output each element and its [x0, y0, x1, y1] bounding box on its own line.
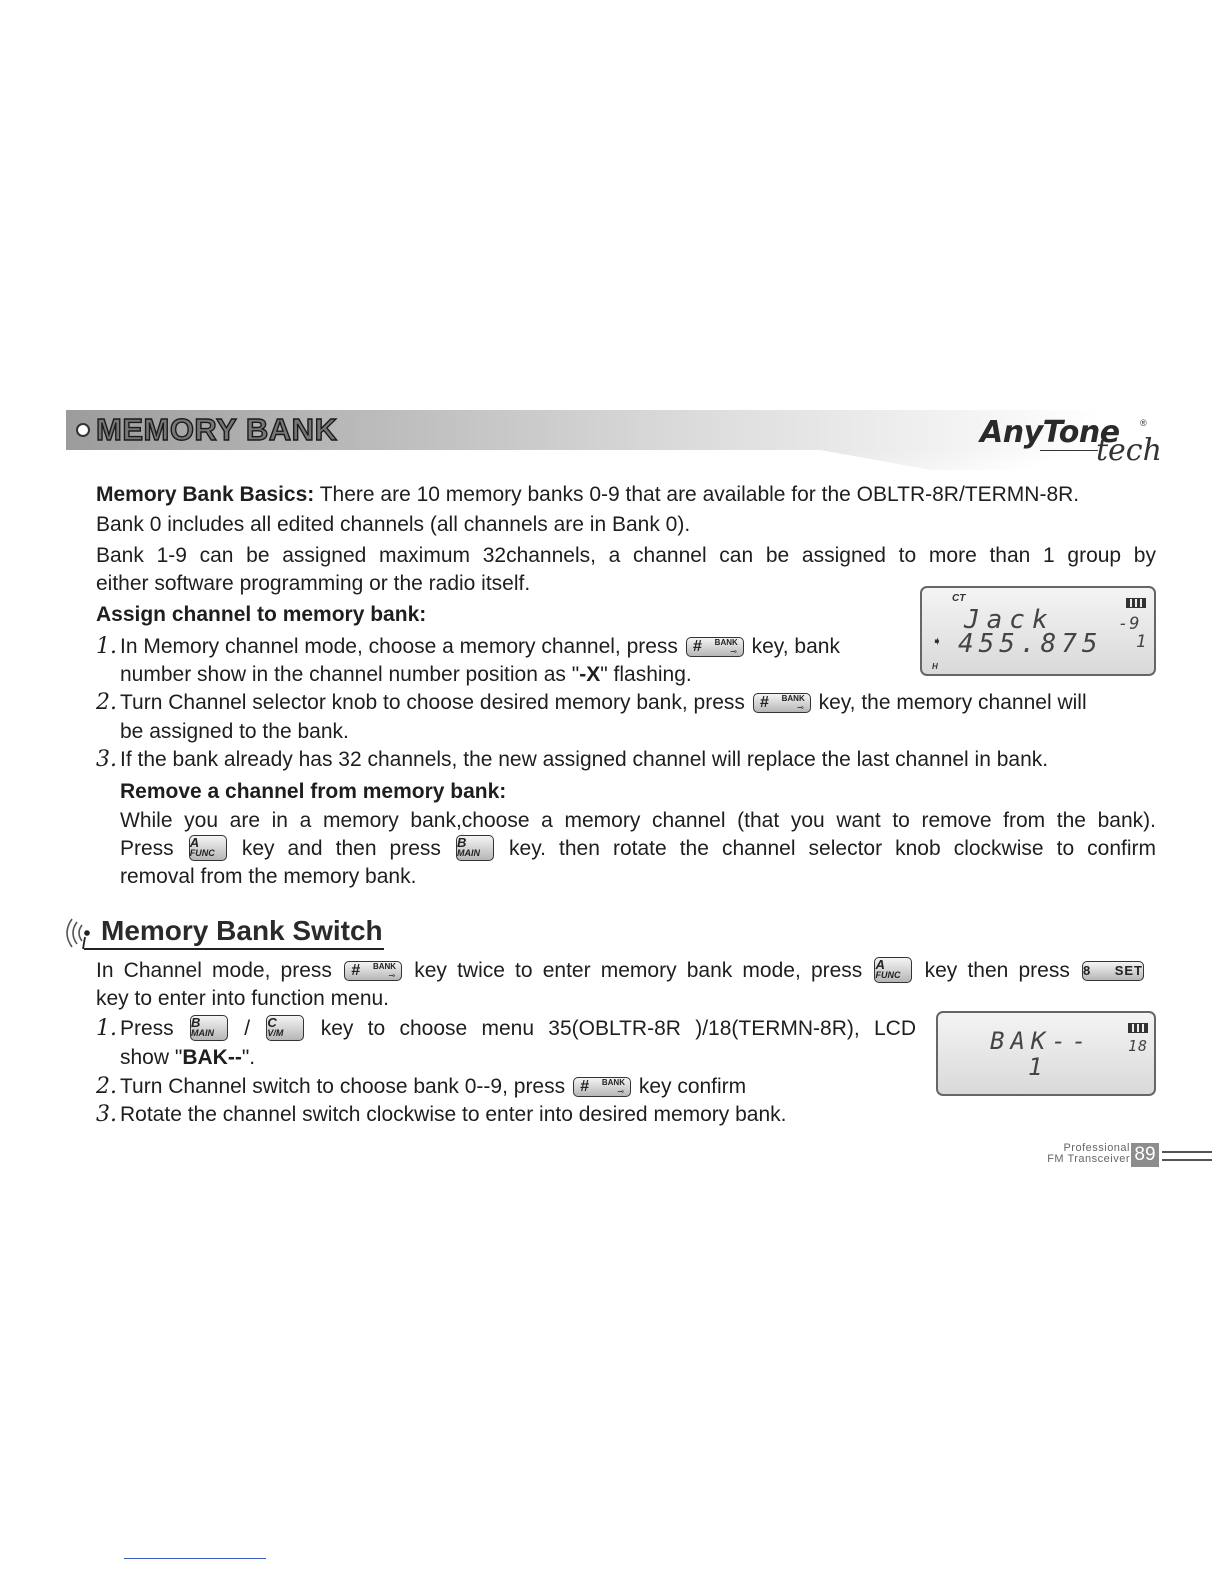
bank-key-icon [753, 693, 811, 713]
switch-step-2-b: key confirm [638, 1075, 747, 1098]
switch-step-1 [96, 1014, 916, 1043]
lcd-frequency: 455.875 [958, 629, 1103, 659]
link-underline [124, 1558, 266, 1559]
assign-step-2-text: Turn Channel selector knob to choose desired memory bank, press [120, 691, 745, 714]
brand-logo-sub: tech [1096, 433, 1162, 468]
key-bank-label: BANK [781, 694, 805, 703]
assign-step-3 [96, 745, 1048, 774]
switch-step-1-b: key to choose menu 35(OBLTR-8R )/18(TERMN-8R), LCD [320, 1017, 917, 1040]
assign-step-1-text: In Memory channel mode, choose a memory channel, press [120, 635, 678, 658]
step-number: 3. [96, 1102, 117, 1127]
key-main-label: MAIN [456, 848, 480, 858]
assign-step-3-text: If the bank already has 32 channels, the new assigned channel will replace the last channel in bank. [120, 748, 1049, 771]
remove-line-3: removal from the memory bank. [120, 865, 417, 888]
key-func-label: FUNC [875, 970, 901, 980]
assign-step-1-bold: -X [579, 663, 601, 686]
key-lock-glyph: ⊸ [797, 703, 804, 712]
switch-step-1-c: show " [120, 1046, 183, 1069]
key-hash-label: # [579, 1078, 589, 1095]
brand-logo-registered: ® [1140, 418, 1147, 428]
bank-key-icon [686, 637, 744, 657]
key-a-label: A [189, 835, 200, 850]
basics-text-1: There are 10 memory banks 0-9 that are available for the OBLTR-8R/TERMN-8R. [314, 483, 1080, 506]
key-bank-label: BANK [601, 1078, 625, 1087]
lcd-arrow-icon: ➧ [932, 634, 943, 648]
switch-step-1-a: Press [120, 1017, 174, 1040]
switch-intro-c: key then press [924, 959, 1070, 982]
section-title-bank-switch: Memory Bank Switch [101, 915, 383, 946]
lcd-display-bak [936, 1011, 1156, 1096]
key-func-label: FUNC [189, 848, 215, 858]
lcd-bank-number: -9 [1118, 614, 1141, 634]
lcd-bak-text: BAK-- [990, 1027, 1093, 1055]
basics-label: Memory Bank Basics: [96, 483, 315, 506]
step-number: 1. [96, 1016, 117, 1041]
set-key-icon [1082, 961, 1144, 981]
lcd-ct-indicator: CT [952, 593, 966, 604]
key-hash-label: # [692, 638, 702, 655]
basics-line-3: Bank 1-9 can be assigned maximum 32channels, a channel can be assigned to more than 1 group by [96, 544, 1156, 567]
switch-step-1-bold: BAK-- [182, 1046, 242, 1069]
key-vm-label: V/M [267, 1028, 284, 1038]
radio-wave-icon [58, 913, 94, 953]
brand-logo-line [1040, 450, 1098, 451]
remove-line-2-b: key and then press [241, 837, 441, 860]
key-lock-glyph: ⊸ [617, 1087, 624, 1096]
assign-step-1-text-b: key, bank [751, 635, 840, 658]
header-bullet-icon [76, 423, 90, 437]
footer-lines [1162, 1151, 1212, 1161]
key-set-label: 8 SET [1082, 963, 1143, 978]
basics-line-2: Bank 0 includes all edited channels (all channels are in Bank 0). [96, 513, 691, 536]
main-key-icon [456, 835, 494, 861]
step-number: 2. [96, 690, 117, 715]
assign-step-1-cont [120, 660, 692, 689]
lcd-channel-name: Jack [964, 605, 1055, 635]
func-key-icon [189, 835, 227, 861]
key-lock-glyph: ⊸ [730, 647, 737, 656]
switch-intro-line-2: key to enter into function menu. [96, 987, 390, 1010]
key-b-label: B [456, 835, 467, 850]
assign-step-1 [96, 632, 840, 661]
key-bank-label: BANK [714, 638, 738, 647]
assign-step-1-text-d: " flashing. [600, 663, 692, 686]
lcd-power-indicator: H [932, 662, 938, 671]
lcd-display-bank [920, 586, 1156, 676]
remove-line-2 [120, 834, 1156, 863]
step-number: 1. [96, 634, 117, 659]
switch-intro-line-1 [96, 956, 1146, 985]
switch-step-1-d: ". [241, 1046, 256, 1069]
switch-intro-b: key twice to enter memory bank mode, press [414, 959, 863, 982]
switch-step-1-cont [120, 1043, 255, 1072]
footer-caption [1000, 1143, 1130, 1165]
key-hash-label: # [351, 962, 360, 979]
vm-key-icon [266, 1015, 304, 1041]
step-number: 3. [96, 747, 117, 772]
battery-icon [1126, 598, 1146, 608]
key-bank-label: BANK [372, 962, 397, 971]
key-a-label: A [875, 957, 885, 972]
lcd-menu-number: 18 [1128, 1037, 1149, 1055]
remove-line-2-a: Press [120, 837, 174, 860]
key-lock-glyph: ⊸ [388, 971, 396, 980]
bank-key-icon [573, 1077, 631, 1097]
footer-line-1: Professional [1063, 1142, 1130, 1154]
lcd-bak-value: 1 [1028, 1053, 1050, 1081]
bank-key-icon [344, 961, 402, 981]
main-key-icon [190, 1015, 228, 1041]
func-key-icon [874, 957, 912, 983]
key-hash-label: # [759, 694, 769, 711]
page-number: 89 [1131, 1143, 1159, 1167]
section-title-underline [84, 948, 384, 950]
assign-step-2-text-b: key, the memory channel will [818, 691, 1087, 714]
assign-step-1-text-c: number show in the channel number position as " [120, 663, 580, 686]
switch-step-2-a: Turn Channel switch to choose bank 0--9, press [120, 1075, 566, 1098]
battery-icon [1128, 1023, 1148, 1033]
brand-logo: AnyTone [980, 415, 1120, 450]
assign-heading: Assign channel to memory bank: [96, 603, 427, 626]
switch-step-1-slash: / [244, 1017, 251, 1040]
key-b-label: B [190, 1015, 201, 1030]
remove-line-2-c: key. then rotate the channel selector knob clockwise to confirm [509, 837, 1157, 860]
key-c-label: C [267, 1015, 277, 1030]
remove-line-1: While you are in a memory bank,choose a memory channel (that you want to remove from the bank). [120, 809, 1156, 832]
key-main-label: MAIN [190, 1028, 214, 1038]
page-title: MEMORY BANK [96, 412, 338, 447]
assign-step-2 [96, 688, 1156, 717]
assign-step-2-cont: be assigned to the bank. [120, 720, 349, 743]
switch-step-3 [96, 1100, 787, 1129]
footer-line-2: FM Transceiver [1047, 1153, 1130, 1165]
switch-step-3-a: Rotate the channel switch clockwise to enter into desired memory bank. [120, 1103, 787, 1126]
basics-line-4: either software programming or the radio itself. [96, 572, 531, 595]
step-number: 2. [96, 1074, 117, 1099]
basics-line-1 [96, 480, 1156, 509]
switch-step-2 [96, 1072, 746, 1101]
remove-heading: Remove a channel from memory bank: [120, 780, 507, 803]
lcd-channel-number: 1 [1136, 632, 1154, 652]
switch-intro-a: In Channel mode, press [96, 959, 332, 982]
header-band-tail [820, 450, 1140, 470]
